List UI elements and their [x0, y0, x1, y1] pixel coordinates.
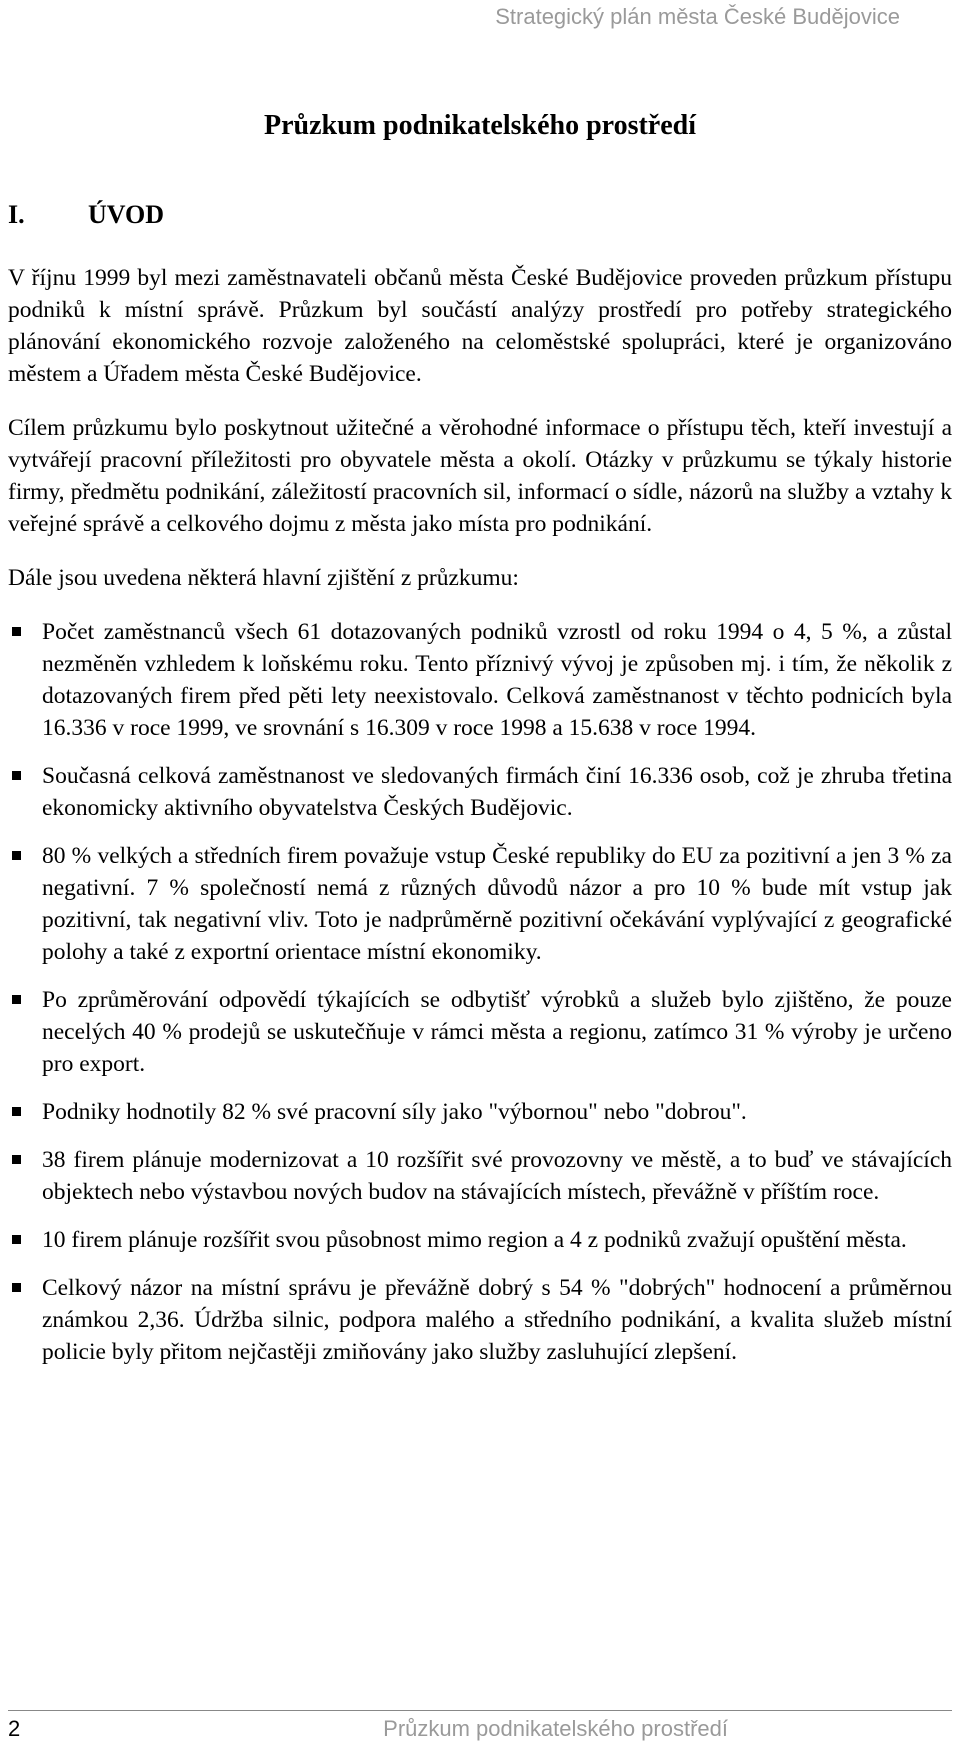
page-number: 2	[8, 1716, 21, 1741]
list-item	[8, 760, 952, 824]
square-bullet-icon	[12, 627, 21, 636]
list-item-text: Podniky hodnotily 82 % své pracovní síly jako "výbornou" nebo "dobrou".	[42, 1099, 747, 1125]
square-bullet-icon	[12, 771, 21, 780]
running-footer: Průzkum podnikatelského prostředí	[383, 1716, 728, 1741]
list-item	[8, 984, 952, 1080]
list-item	[8, 1144, 952, 1208]
list-item-text: Současná celková zaměstnanost ve sledovaných firmách činí 16.336 osob, což je zhruba třetina ekonomicky aktivního obyvatelstva Českých Budějovic.	[42, 763, 952, 821]
list-item-text: Celkový názor na místní správu je převážně dobrý s 54 % "dobrých" hodnocení a průměrnou známkou 2,36. Údržba silnic, podpora malého a středního podnikání, a kvalita služeb místní policie byly přitom nejčastěji zmiňovány jako služby zasluhující zlepšení.	[42, 1275, 952, 1365]
list-item	[8, 1272, 952, 1368]
paragraph-goal: Cílem průzkumu bylo poskytnout užitečné a věrohodné informace o přístupu těch, kteří investují a vytvářejí pracovní příležitosti pro obyvatele města a okolí. Otázky v průzkumu se týkaly historie firmy, předmětu podnikání, záležitostí pracovních sil, informací o sídle, názorů na služby a vztahy k veřejné správě a celkového dojmu z města jako místa pro podnikání.	[8, 415, 952, 537]
list-item	[8, 1096, 952, 1128]
list-item-text: Po zprůměrování odpovědí týkajících se odbytišť výrobků a služeb bylo zjištěno, že pouze necelých 40 % prodejů se uskutečňuje v rámci města a regionu, zatímco 31 % výroby je určeno pro export.	[42, 987, 952, 1077]
square-bullet-icon	[12, 995, 21, 1004]
paragraph-intro: V říjnu 1999 byl mezi zaměstnavateli občanů města České Budějovice proveden průzkum přístupu podniků k místní správě. Průzkum byl součástí analýzy prostředí pro potřeby strategického plánování ekonomického rozvoje založeného na celoměstské spolupráci, které je organizováno městem a Úřadem města České Budějovice.	[8, 265, 952, 387]
list-item-text: Počet zaměstnanců všech 61 dotazovaných podniků vzrostl od roku 1994 o 4, 5 %, a zůstal nezměněn vzhledem k loňskému roku. Tento příznivý vývoj je způsoben mj. i tím, že několik z dotazovaných firem před pěti lety neexistovalo. Celková zaměstnanost v těchto podnicích byla 16.336 v roce 1999, ve srovnání s 16.309 v roce 1998 a 15.638 v roce 1994.	[42, 619, 952, 741]
list-item-text: 80 % velkých a středních firem považuje vstup České republiky do EU za pozitivní a jen 3 % za negativní. 7 % společností nemá z různých důvodů názor a pro 10 % bude mít vstup jak pozitivní, tak negativní vliv. Toto je nadprůměrně pozitivní očekávání vyplývající z geografické polohy a také z exportní orientace místní ekonomiky.	[42, 843, 952, 965]
list-item-text: 10 firem plánuje rozšířit svou působnost mimo region a 4 z podniků zvažují opuštění města.	[42, 1227, 907, 1253]
findings-list	[8, 616, 952, 1368]
section-title: ÚVOD	[88, 200, 165, 229]
paragraph-findings-lead: Dále jsou uvedena některá hlavní zjištění z průzkumu:	[8, 565, 519, 591]
list-item	[8, 840, 952, 968]
square-bullet-icon	[12, 851, 21, 860]
document-title: Průzkum podnikatelského prostředí	[264, 110, 696, 141]
list-item-text: 38 firem plánuje modernizovat a 10 rozšířit své provozovny ve městě, a to buď ve stávajících objektech nebo výstavbou nových budov na stávajících místech, převážně v příštím roce.	[42, 1147, 952, 1205]
list-item	[8, 616, 952, 744]
section-number: I.	[8, 200, 25, 229]
document-body	[8, 262, 952, 1384]
square-bullet-icon	[12, 1283, 21, 1292]
square-bullet-icon	[12, 1107, 21, 1116]
section-heading	[8, 200, 164, 230]
square-bullet-icon	[12, 1235, 21, 1244]
square-bullet-icon	[12, 1155, 21, 1164]
list-item	[8, 1224, 952, 1256]
footer-divider	[8, 1710, 952, 1711]
running-header: Strategický plán města České Budějovice	[495, 4, 900, 29]
